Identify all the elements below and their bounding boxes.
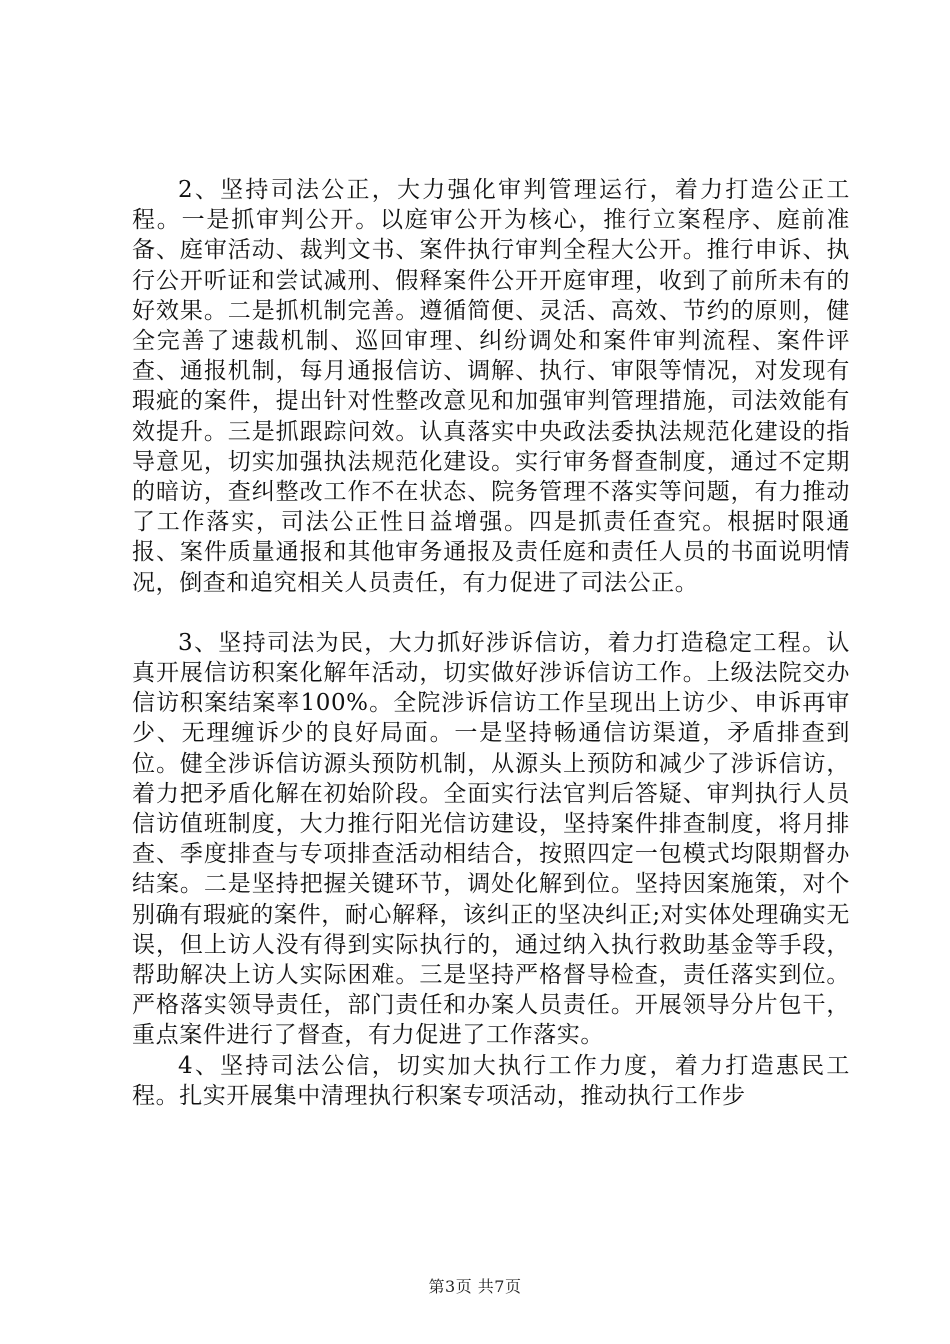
- paragraph-judicial-for-people: 3、坚持司法为民，大力抓好涉诉信访，着力打造稳定工程。认真开展信访积案化解年活动，切实做好涉诉信访工作。上级法院交办信访积案结案率100%。全院涉诉信访工作呈现出上访少、申诉再审少、无理缠诉少的良好局面。一是坚持畅通信访渠道，矛盾排查到位。健全涉诉信访源头预防机制，从源头上预防和减少了涉诉信访，着力把矛盾化解在初始阶段。全面实行法官判后答疑、审判执行人员信访值班制度，大力推行阳光信访建设，坚持案件排查制度，将月排查、季度排查与专项排查活动相结合，按照四定一包模式均限期督办结案。二是坚持把握关键环节，调处化解到位。坚持因案施策，对个别确有瑕疵的案件，耐心解释，该纠正的坚决纠正;对实体处理确实无误，但上访人没有得到实际执行的，通过纳入执行救助基金等手段，帮助解决上访人实际困难。三是坚持严格督导检查，责任落实到位。严格落实领导责任，部门责任和办案人员责任。开展领导分片包干，重点案件进行了督查，有力促进了工作落实。: [132, 629, 850, 1049]
- page-footer: [0, 1274, 950, 1297]
- paragraph-judicial-fairness: 2、坚持司法公正，大力强化审判管理运行，着力打造公正工程。一是抓审判公开。以庭审公开为核心，推行立案程序、庭前准备、庭审活动、裁判文书、案件执行审判全程大公开。推行申诉、执行公开听证和尝试减刑、假释案件公开开庭审理，收到了前所未有的好效果。二是抓机制完善。遵循简便、灵活、高效、节约的原则，健全完善了速裁机制、巡回审理、纠纷调处和案件审判流程、案件评查、通报机制，每月通报信访、调解、执行、审限等情况，对发现有瑕疵的案件，提出针对性整改意见和加强审判管理措施，司法效能有效提升。三是抓跟踪问效。认真落实中央政法委执法规范化建设的指导意见，切实加强执法规范化建设。实行审务督查制度，通过不定期的暗访，查纠整改工作不在状态、院务管理不落实等问题，有力推动了工作落实，司法公正性日益增强。四是抓责任查究。根据时限通报、案件质量通报和其他审务通报及责任庭和责任人员的书面说明情况，倒查和追究相关人员责任，有力促进了司法公正。: [132, 177, 850, 596]
- page-number: 第3页 共7页: [428, 1277, 522, 1296]
- paragraph-judicial-credibility: 4、坚持司法公信，切实加大执行工作力度，着力打造惠民工程。扎实开展集中清理执行积案专项活动，推动执行工作步: [132, 1052, 850, 1109]
- body-text: [132, 175, 850, 1111]
